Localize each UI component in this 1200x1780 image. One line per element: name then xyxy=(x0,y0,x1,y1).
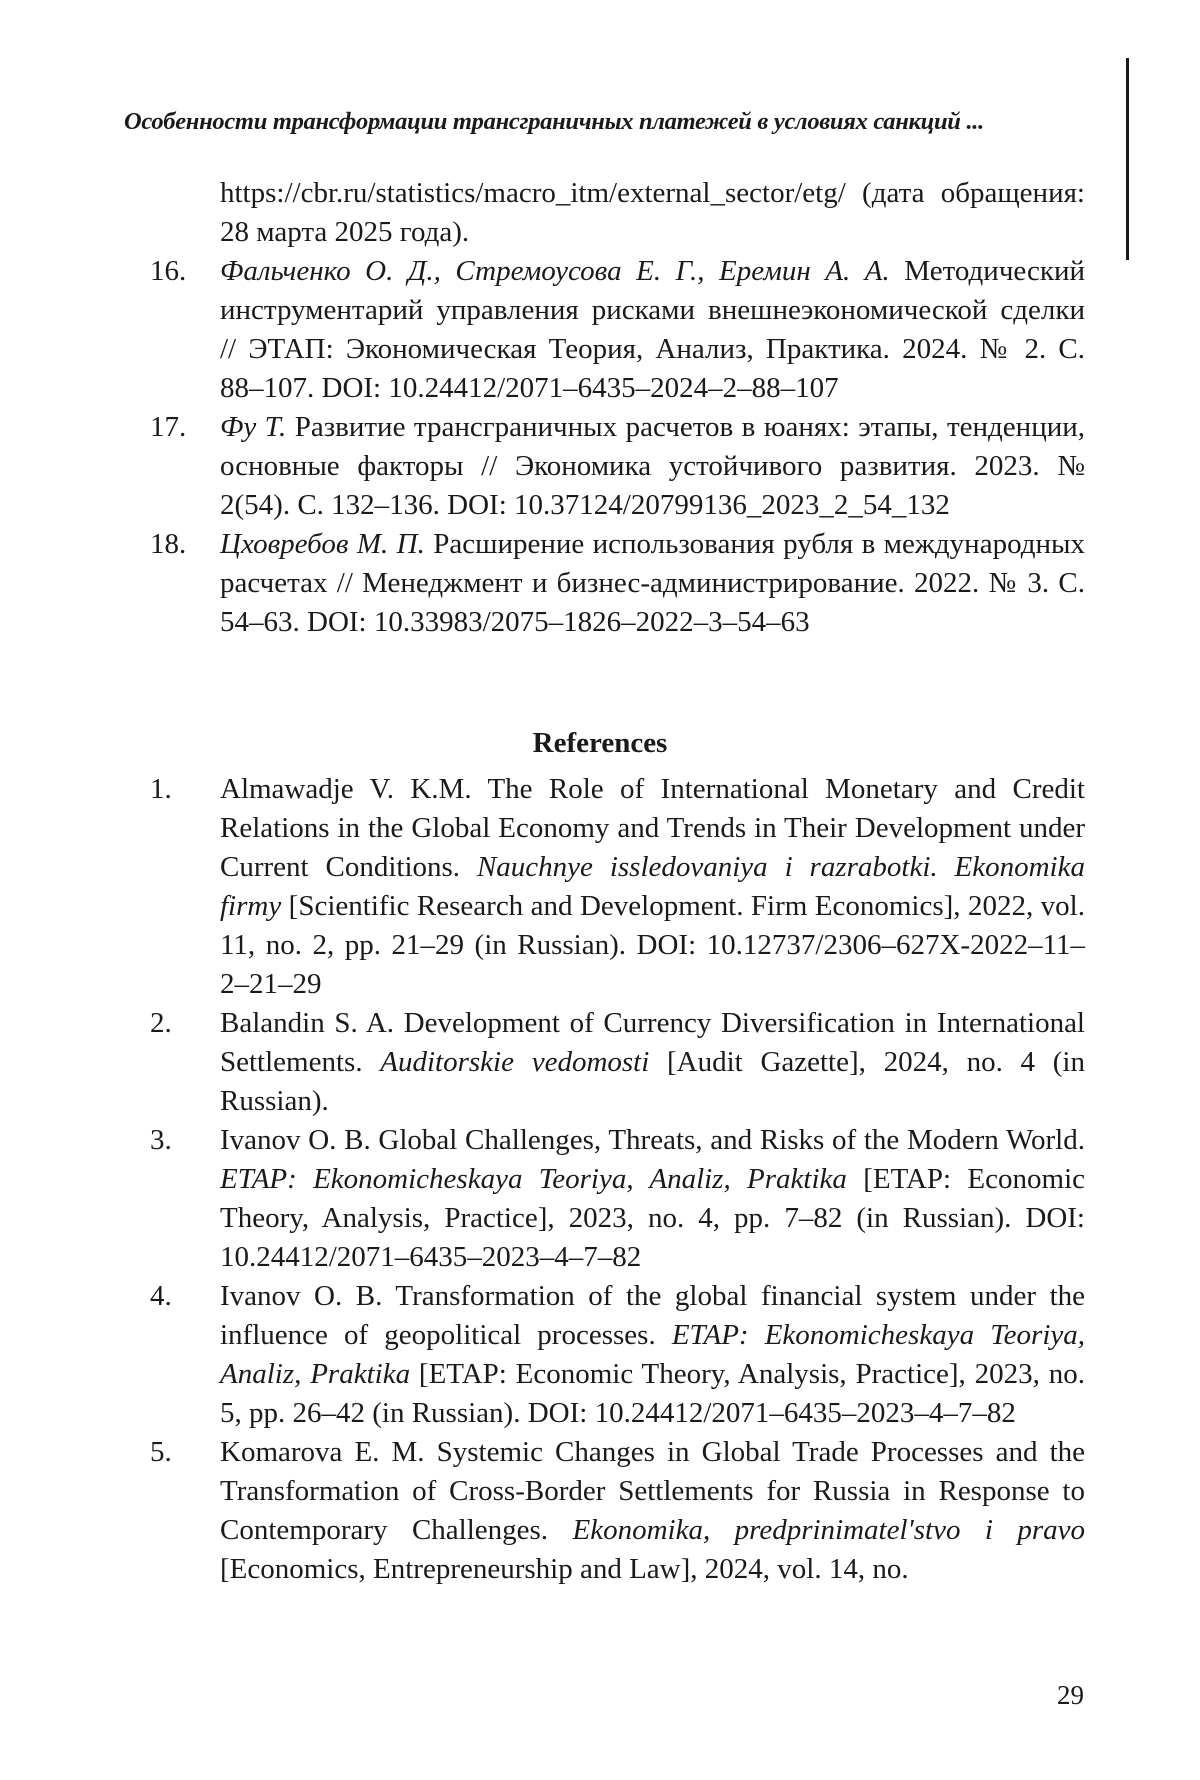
reference-text xyxy=(220,408,1085,525)
reference-authors: Цховребов М. П. xyxy=(220,528,425,560)
reference-body: Расширение использования рубля в международных расчетах // Менеджмент и бизнес-администрирование. 2022. № 3. С. 54–63. DOI: 10.33983/2075–1826–2022–3–54–63 xyxy=(220,528,1085,638)
reference-details: [Audit Gazette], 2024, no. 4 (in Russian). xyxy=(220,1046,1085,1117)
reference-text xyxy=(220,1004,1085,1121)
reference-number: 2. xyxy=(150,1007,172,1039)
reference-item xyxy=(150,1433,1085,1589)
reference-journal: Nauchnye issledovaniya i razrabotki. Ekonomika firmy xyxy=(220,851,1085,922)
reference-authors: Фу Т. xyxy=(220,411,287,443)
english-reference-list xyxy=(150,770,1085,1589)
russian-reference-list xyxy=(150,174,1085,642)
reference-body: Balandin S. A. Development of Currency Diversification in International Settlements. xyxy=(220,1007,1085,1078)
reference-number: 17. xyxy=(150,411,187,443)
reference-number: 1. xyxy=(150,773,172,805)
reference-journal: ETAP: Ekonomicheskaya Teoriya, Analiz, Praktika xyxy=(220,1319,1085,1390)
reference-journal: Ekonomika, predprinimatel'stvo i pravo xyxy=(572,1514,1086,1546)
reference-text xyxy=(220,1277,1085,1433)
reference-item xyxy=(150,252,1085,408)
page-number: 29 xyxy=(1057,1680,1084,1710)
reference-text xyxy=(220,1433,1085,1589)
running-head: Особенности трансформации трансграничных платежей в условиях санкций ... xyxy=(124,108,984,135)
reference-details: [ETAP: Economic Theory, Analysis, Practice], 2023, no. 5, pp. 26–42 (in Russian). DOI: 10.24412/2071–6435–2023–4–7–82 xyxy=(220,1358,1085,1429)
reference-number: 4. xyxy=(150,1280,172,1312)
reference-number: 5. xyxy=(150,1436,172,1468)
reference-details: [Scientific Research and Development. Firm Economics], 2022, vol. 11, no. 2, pp. 21–29 (in Russian). DOI: 10.12737/2306–627X-2022–11–2–21–29 xyxy=(220,890,1085,1000)
reference-item xyxy=(150,770,1085,1004)
reference-body: Ivanov O. B. Global Challenges, Threats, and Risks of the Modern World. xyxy=(220,1124,1085,1156)
reference-number: 18. xyxy=(150,528,187,560)
reference-number: 3. xyxy=(150,1124,172,1156)
reference-body: Методический инструментарий управления рисками внешнеэкономической сделки // ЭТАП: Экономическая Теория, Анализ, Практика. 2024. № 2. С. 88–107. DOI: 10.24412/2071–6435–2024–2–88–107 xyxy=(220,255,1085,404)
reference-details: [ETAP: Economic Theory, Analysis, Practice], 2023, no. 4, pp. 7–82 (in Russian). DOI: 10.24412/2071–6435–2023–4–7–82 xyxy=(220,1163,1086,1273)
reference-body: Ivanov O. B. Transformation of the global financial system under the influence of geopolitical processes. xyxy=(220,1280,1085,1351)
reference-text xyxy=(220,252,1085,408)
reference-details: [Economics, Entrepreneurship and Law], 2024, vol. 14, no. xyxy=(220,1553,909,1585)
reference-body: Almawadje V. K.M. The Role of International Monetary and Credit Relations in the Global Economy and Trends in Their Development under Current Conditions. xyxy=(220,773,1085,883)
reference-text xyxy=(220,1121,1085,1277)
reference-item xyxy=(150,408,1085,525)
reference-text xyxy=(220,525,1085,642)
reference-number: 16. xyxy=(150,255,187,287)
reference-journal: Auditorskie vedomosti xyxy=(380,1046,650,1078)
reference-item xyxy=(150,1277,1085,1433)
reference-item xyxy=(150,1121,1085,1277)
reference-continuation: https://cbr.ru/statistics/macro_itm/external_sector/etg/ (дата обращения: 28 марта 2025 года). xyxy=(220,177,1085,248)
reference-item xyxy=(150,1004,1085,1121)
references-heading: References xyxy=(532,727,668,759)
reference-body: Komarova E. M. Systemic Changes in Global Trade Processes and the Transformation of Cross-Border Settlements for Russia in Response to Contemporary Challenges. xyxy=(220,1436,1085,1546)
reference-body: Развитие трансграничных расчетов в юанях: этапы, тенденции, основные факторы // Экономика устойчивого развития. 2023. № 2(54). С. 132–136. DOI: 10.37124/20799136_2023_2_54_132 xyxy=(220,411,1085,521)
reference-item xyxy=(150,525,1085,642)
margin-rule xyxy=(1126,58,1129,260)
reference-journal: ETAP: Ekonomicheskaya Teoriya, Analiz, Praktika xyxy=(220,1163,847,1195)
reference-authors: Фальченко О. Д., Стремоусова Е. Г., Еремин А. А. xyxy=(220,255,890,287)
reference-text xyxy=(220,770,1085,1004)
